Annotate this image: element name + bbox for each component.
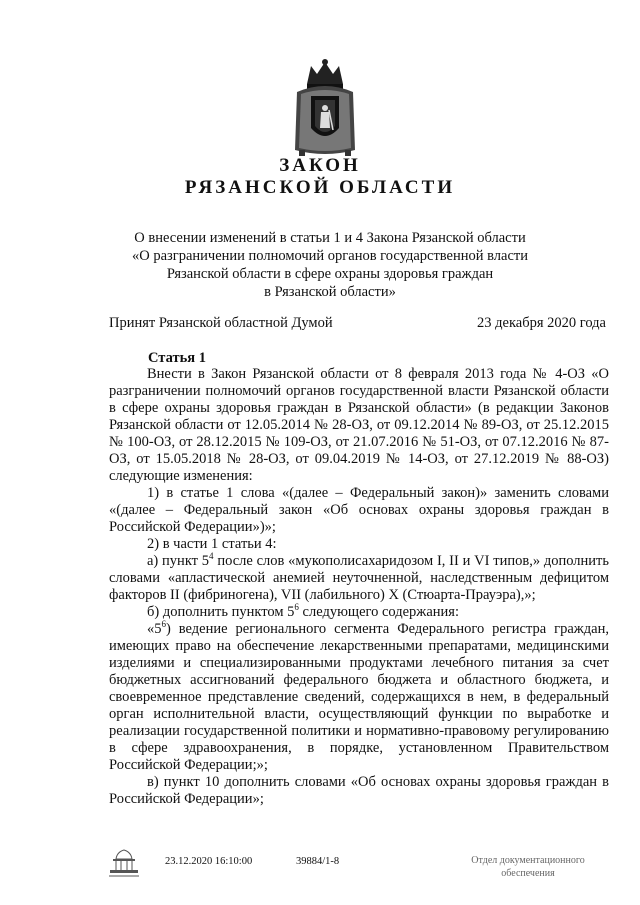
department-line: обеспечения (501, 868, 555, 879)
item-2b (109, 604, 609, 621)
registration-datetime: 23.12.2020 16:10:00 (165, 856, 253, 867)
item-2a (109, 553, 609, 604)
item-2b-quote-post: ) ведение регионального сегмента Федерального регистра граждан, имеющих право на обеспечение лекарственными препаратами, медицинскими изделиями и специализированными продуктами лечебного питания за счет бюджетных ассигнований федерального бюджета и областного бюджета, и своевременное представление сведений, содержащихся в нем, в федеральный орган исполнительной власти, осуществляющий функции по выработке и реализации государственной политики и нормативно-правовому регулированию в сфере здравоохранения, в порядке, установленном Правительством Российской Федерации;»; (109, 621, 609, 773)
region-title: РЯЗАНСКОЙ ОБЛАСТИ (184, 177, 456, 198)
article-title: Статья 1 (148, 350, 206, 366)
item-1: 1) в статье 1 слова «(далее – Федеральный закон)» заменить словами «(далее – Федеральный закон «Об основах охраны здоровья граждан в Российской Федерации»)»; (109, 485, 609, 535)
item-2b-quote-pre: «5 (147, 621, 162, 637)
article-intro: Внести в Закон Рязанской области от 8 февраля 2013 года № 4-ОЗ «О разграничении полномочий органов государственной власти Рязанской области в сфере охраны здоровья граждан в Рязанской области» (в редакции Законов Рязанской области от 12.05.2014 № 28-ОЗ, от 09.12.2014 № 89-ОЗ, от 25.12.2015 № 100-ОЗ, от 28.12.2015 № 109-ОЗ, от 21.07.2016 № 51-ОЗ, от 07.12.2016 № 87-ОЗ, от 15.05.2018 № 28-ОЗ, от 09.04.2019 № 14-ОЗ, от 27.12.2019 № 88-ОЗ) следующие изменения: (109, 366, 609, 484)
item-2a-post: после слов «мукополисахаридозом I, II и VI типов,» дополнить словами «апластической анемией неуточненной, наследственным дефицитом факторов II (фибриногена), VII (лабильного) X (Стюарта-Прауэра),»; (109, 553, 609, 603)
item-2b-pre: б) дополнить пунктом 5 (147, 604, 295, 620)
subject-line: «О разграничении полномочий органов государственной власти (131, 248, 528, 264)
department-stamp (468, 854, 588, 880)
subject-line: О внесении изменений в статьи 1 и 4 Закона Рязанской области (134, 230, 526, 246)
adoption-line (109, 315, 606, 332)
item-2b-post: следующего содержания: (298, 604, 459, 620)
adoption-date: 23 декабря 2020 года (477, 315, 606, 331)
law-title: ЗАКОН (279, 155, 361, 176)
coat-of-arms-icon (293, 58, 357, 158)
subject-line: Рязанской области в сфере охраны здоровья граждан (166, 266, 494, 282)
item-2c: в) пункт 10 дополнить словами «Об основах охраны здоровья граждан в Российской Федерации»; (109, 774, 609, 807)
adopted-by: Принят Рязанской областной Думой (109, 315, 333, 331)
item-2a-pre: а) пункт 5 (147, 553, 210, 569)
duma-logo-icon (107, 848, 141, 878)
page-footer (0, 848, 640, 888)
department-line: Отдел документационного (471, 855, 585, 866)
item-2a-sup: 4 (209, 551, 214, 562)
subject-line: в Рязанской области» (264, 284, 396, 300)
article-body (109, 366, 609, 808)
item-2b-quote-sup: 6 (161, 619, 166, 630)
registration-number: 39884/1-8 (296, 856, 340, 867)
item-2b-quote (109, 621, 609, 774)
item-2b-sup: 6 (294, 602, 299, 613)
item-2: 2) в части 1 статьи 4: (147, 536, 277, 552)
law-subject (60, 229, 600, 301)
